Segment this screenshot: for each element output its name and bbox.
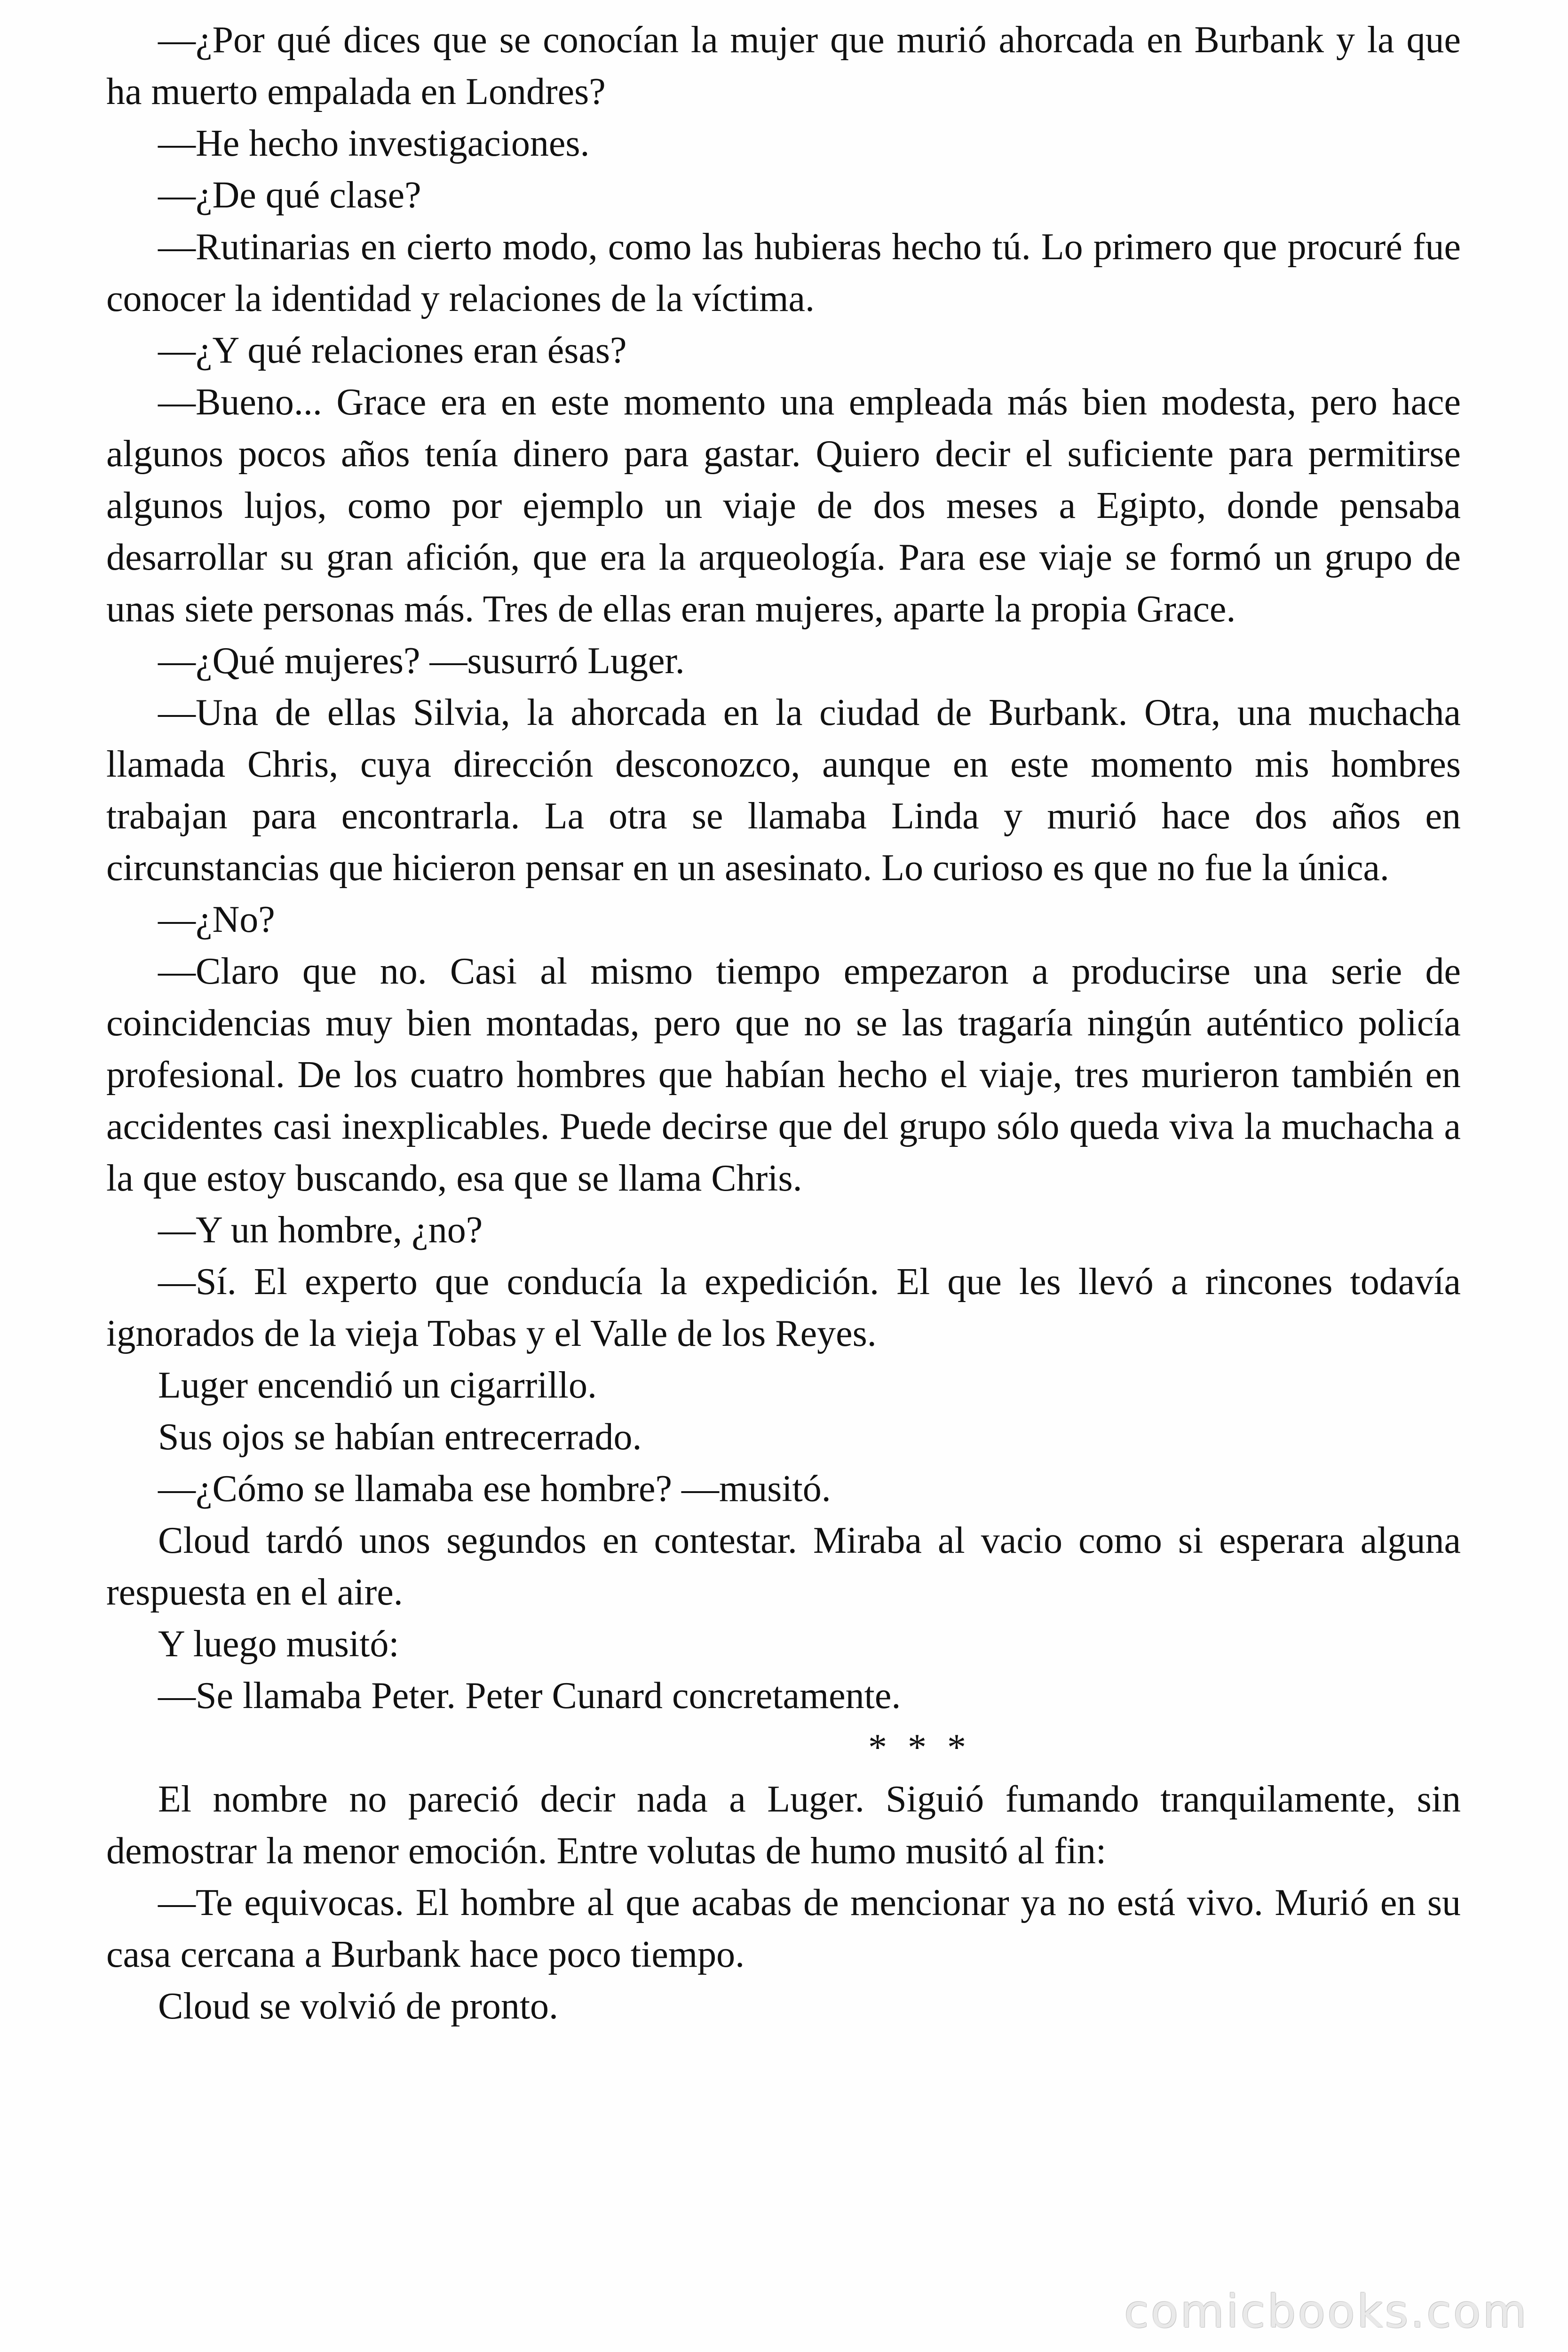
paragraph: —Bueno... Grace era en este momento una empleada más bien modesta, pero hace algunos pocos años tenía dinero para gastar. Quiero decir el suficiente para permitirse algunos lujos, como por ejemplo un viaje de dos meses a Egipto, donde pensaba desarrollar su gran afición, que era la arqueología. Para ese viaje se formó un grupo de unas siete personas más. Tres de ellas eran mujeres, aparte la propia Grace. [106,381,1461,630]
watermark-logo: comicbooks.com [1124,2285,1528,2338]
paragraph: —Y un hombre, ¿no? [158,1209,483,1251]
paragraph: —Rutinarias en cierto modo, como las hubieras hecho tú. Lo primero que procuré fue conocer la identidad y relaciones de la víctima. [106,226,1461,319]
paragraph: —He hecho investigaciones. [158,123,590,164]
paragraph: Y luego musitó: [158,1623,399,1665]
body-text [106,14,1461,2032]
paragraph: —Te equivocas. El hombre al que acabas de mencionar ya no está vivo. Murió en su casa cercana a Burbank hace poco tiempo. [106,1882,1461,1975]
paragraph: —Una de ellas Silvia, la ahorcada en la ciudad de Burbank. Otra, una muchacha llamada Chris, cuya dirección desconozco, aunque en este momento mis hombres trabajan para encontrarla. La otra se llamaba Linda y murió hace dos años en circunstancias que hicieron pensar en un asesinato. Lo curioso es que no fue la única. [106,692,1461,889]
paragraph: —¿Por qué dices que se conocían la mujer que murió ahorcada en Burbank y la que ha muerto empalada en Londres? [106,19,1461,112]
paragraph: El nombre no pareció decir nada a Luger. Siguió fumando tranquilamente, sin demostrar la menor emoción. Entre volutas de humo musitó al fin: [106,1779,1461,1872]
paragraph: —¿Y qué relaciones eran ésas? [158,330,627,371]
paragraph: —¿Qué mujeres? —susurró Luger. [158,640,685,682]
paragraph: —¿Cómo se llamaba ese hombre? —musitó. [158,1468,831,1510]
paragraph: —Sí. El experto que conducía la expedición. El que les llevó a rincones todavía ignorados de la vieja Tobas y el Valle de los Reyes. [106,1261,1461,1354]
paragraph: —¿No? [158,899,275,940]
paragraph: —¿De qué clase? [158,175,421,216]
section-separator: * * * [868,1727,972,1768]
paragraph: Cloud se volvió de pronto. [158,1986,559,2027]
paragraph: Sus ojos se habían entrecerrado. [158,1416,642,1458]
paragraph: Cloud tardó unos segundos en contestar. Miraba al vacio como si esperara alguna respuesta en el aire. [106,1520,1461,1613]
paragraph: Luger encendió un cigarrillo. [158,1365,597,1406]
paragraph: —Claro que no. Casi al mismo tiempo empezaron a producirse una serie de coincidencias muy bien montadas, pero que no se las tragaría ningún auténtico policía profesional. De los cuatro hombres que habían hecho el viaje, tres murieron también en accidentes casi inexplicables. Puede decirse que del grupo sólo queda viva la muchacha a la que estoy buscando, esa que se llama Chris. [106,951,1461,1199]
paragraph: —Se llamaba Peter. Peter Cunard concretamente. [158,1675,901,1716]
